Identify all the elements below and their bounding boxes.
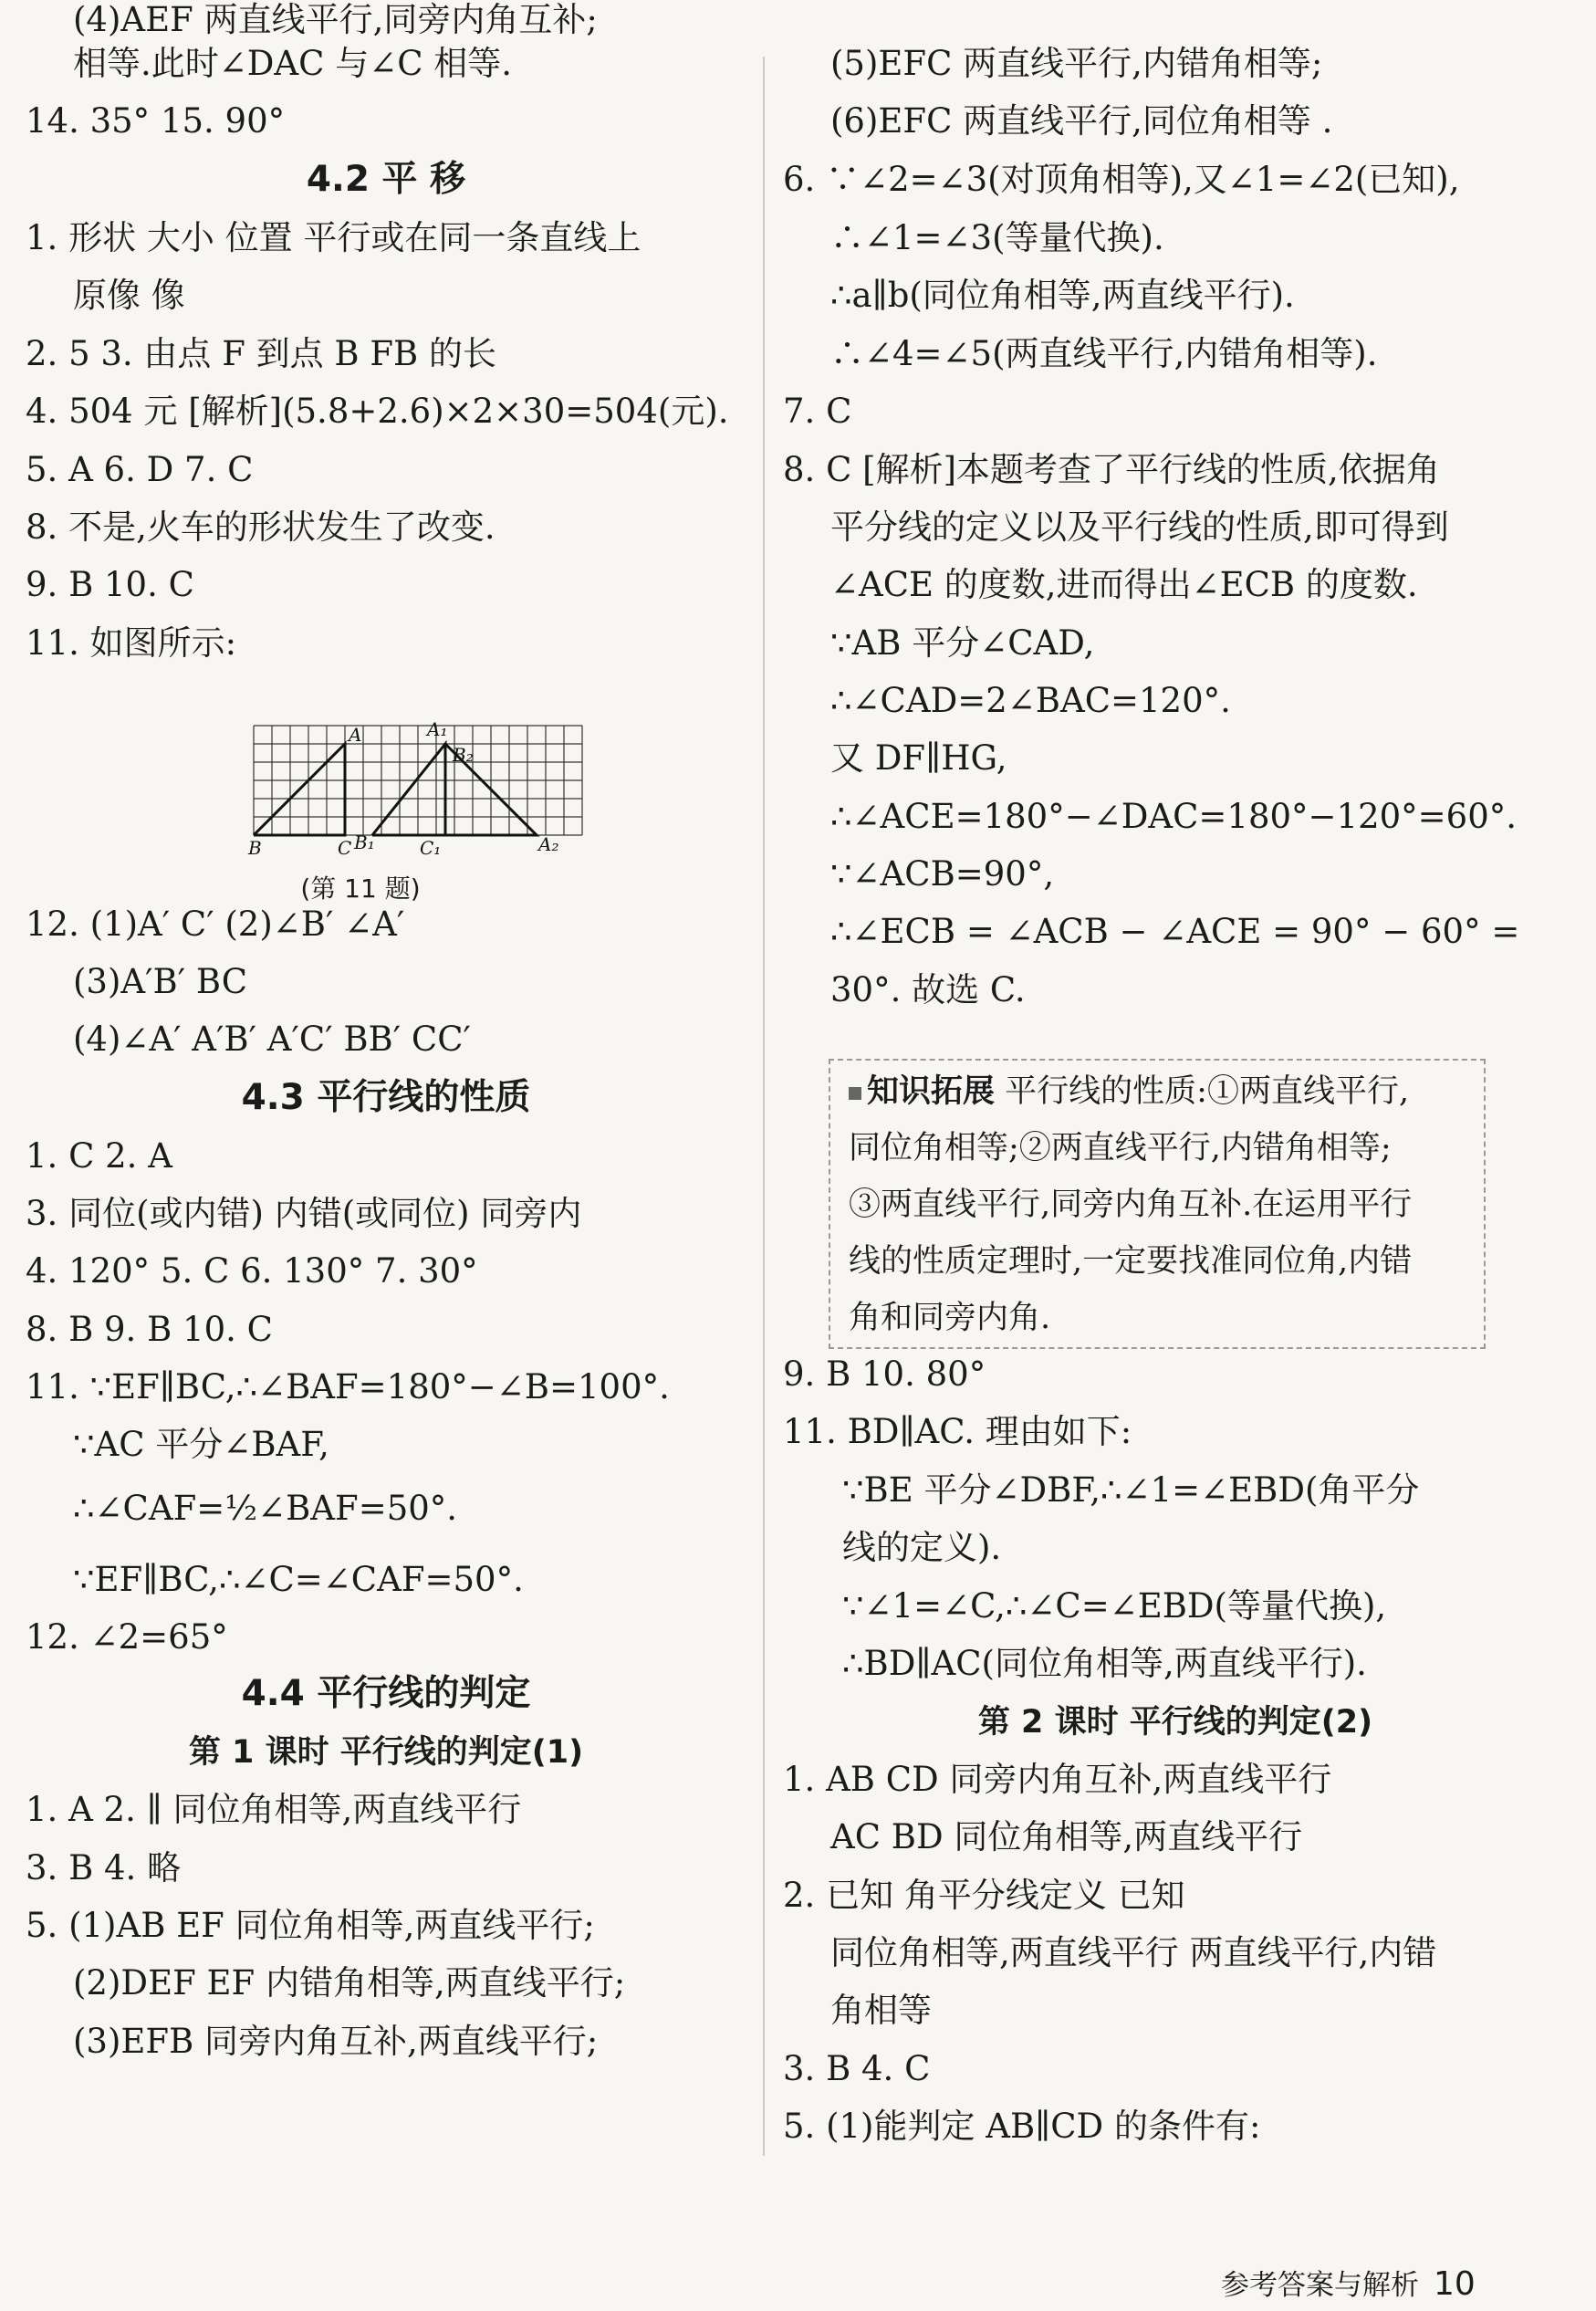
bookmark-icon [849,1087,861,1100]
box-line [849,1073,1409,1110]
answer-line: 线的定义). [842,1528,1002,1567]
answer-line: ∵∠ACB=90°, [830,854,1055,894]
page-number: 10 [1434,2265,1476,2303]
answer-line: (5)EFC 两直线平行,内错角相等; [830,44,1323,83]
answer-line: 1. 形状 大小 位置 平行或在同一条直线上 [26,218,642,257]
answer-line: ∵BE 平分∠DBF,∴∠1=∠EBD(角平分 [842,1470,1420,1510]
answer-line: 30°. 故选 C. [830,970,1026,1009]
answer-line: (6)EFC 两直线平行,同位角相等 . [830,101,1333,141]
answer-line: 8. 不是,火车的形状发生了改变. [26,507,495,547]
label-a1: A₁ [427,718,448,740]
label-b2: B₂ [453,744,474,766]
answer-line: ∠ACE 的度数,进而得出∠ECB 的度数. [830,565,1418,604]
answer-line: ∴∠1=∠3(等量代换). [830,218,1164,257]
figure-caption: (第 11 题) [300,873,421,904]
label-b1: B₁ [354,831,375,853]
section-heading: 4.3 平行线的性质 [241,1077,531,1118]
box-line: 同位角相等;②两直线平行,内错角相等; [849,1130,1392,1166]
section-heading: 4.4 平行线的判定 [241,1673,531,1714]
answer-line: 5. A 6. D 7. C [26,450,254,489]
answer-line: 6. ∵∠2=∠3(对顶角相等),又∠1=∠2(已知), [783,160,1460,199]
answer-line: 又 DF∥HG, [830,738,1007,778]
page-footer [1221,2262,1476,2303]
answer-line: ∴∠ACE=180°−∠DAC=180°−120°=60°. [830,797,1517,836]
answer-line: 3. B 4. 略 [26,1848,182,1887]
answer-line: 8. C [解析]本题考查了平行线的性质,依据角 [783,450,1440,489]
answer-line: 5. (1)AB EF 同位角相等,两直线平行; [26,1906,595,1945]
answer-line: 7. C [783,392,852,431]
answer-line: 相等.此时∠DAC 与∠C 相等. [73,44,513,83]
column-divider [763,57,765,2156]
answer-line: 角相等 [830,1991,932,2030]
triangle-abc [254,744,345,835]
answer-line: 5. (1)能判定 AB∥CD 的条件有: [783,2107,1261,2146]
answer-line: 11. 如图所示: [26,623,237,663]
grid-figure [246,714,593,860]
answer-line: ∵∠1=∠C,∴∠C=∠EBD(等量代换), [842,1586,1387,1626]
answer-line: ∴∠CAD=2∠BAC=120°. [830,681,1231,720]
answer-line: (4)∠A′ A′B′ A′C′ BB′ CC′ [73,1020,471,1059]
answer-line: 2. 已知 角平分线定义 已知 [783,1876,1185,1915]
answer-line: 12. (1)A′ C′ (2)∠B′ ∠A′ [26,905,405,944]
answer-line: 3. B 4. C [783,2049,931,2088]
answer-line: (4)AEF 两直线平行,同旁内角互补; [73,0,598,39]
answer-line: 3. 同位(或内错) 内错(或同位) 同旁内 [26,1194,582,1233]
knowledge-box [829,1059,1486,1349]
answer-line: 14. 35° 15. 90° [26,101,286,141]
answer-line: 4. 120° 5. C 6. 130° 7. 30° [26,1251,478,1291]
answer-line: (3)A′B′ BC [73,962,248,1001]
answer-line: 4. 504 元 [解析](5.8+2.6)×2×30=504(元). [26,392,729,431]
box-tag: 知识拓展 [867,1073,996,1110]
lesson-heading: 第 2 课时 平行线的判定(2) [977,1704,1373,1741]
answer-line: 2. 5 3. 由点 F 到点 B FB 的长 [26,334,496,373]
answer-line: 11. BD∥AC. 理由如下: [783,1412,1132,1451]
triangle-a1b1c1 [372,744,445,835]
lesson-heading: 第 1 课时 平行线的判定(1) [188,1734,584,1771]
box-line: ③两直线平行,同旁内角互补.在运用平行 [849,1187,1413,1223]
answer-line: ∴BD∥AC(同位角相等,两直线平行). [842,1644,1367,1683]
answer-line: ∴∠4=∠5(两直线平行,内错角相等). [830,334,1378,373]
footer-label: 参考答案与解析 [1221,2269,1419,2302]
answer-line: ∴a∥b(同位角相等,两直线平行). [830,276,1295,315]
answer-line: ∵AC 平分∠BAF, [73,1425,329,1464]
label-a: A [349,724,362,746]
answer-line: 1. AB CD 同旁内角互补,两直线平行 [783,1760,1332,1799]
answer-line: 原像 像 [73,276,185,315]
answer-line: 9. B 10. C [26,565,194,604]
label-c: C [338,837,352,859]
answer-line: ∴∠CAF=½∠BAF=50°. [73,1489,458,1528]
answer-line: ∵AB 平分∠CAD, [830,623,1095,663]
box-line: 角和同旁内角. [849,1300,1051,1336]
answer-line: ∵EF∥BC,∴∠C=∠CAF=50°. [73,1560,524,1599]
answer-line: AC BD 同位角相等,两直线平行 [830,1817,1303,1856]
label-b: B [248,837,262,859]
answer-line: (2)DEF EF 内错角相等,两直线平行; [73,1963,626,2003]
answer-line: 11. ∵EF∥BC,∴∠BAF=180°−∠B=100°. [26,1367,670,1406]
answer-line: 1. A 2. ∥ 同位角相等,两直线平行 [26,1790,522,1829]
answer-line: 9. B 10. 80° [783,1354,986,1394]
answer-line: ∴∠ECB = ∠ACB − ∠ACE = 90° − 60° = [830,912,1520,951]
answer-line: 平分线的定义以及平行线的性质,即可得到 [830,507,1449,547]
answer-line: 1. C 2. A [26,1136,172,1176]
section-heading: 4.2 平 移 [306,159,466,200]
label-a2: A₂ [538,833,559,855]
answer-line: 8. B 9. B 10. C [26,1310,273,1349]
box-line: 线的性质定理时,一定要找准同位角,内错 [849,1243,1413,1280]
answer-line: 同位角相等,两直线平行 两直线平行,内错 [830,1933,1437,1972]
answer-line: (3)EFB 同旁内角互补,两直线平行; [73,2022,599,2061]
answer-line: 12. ∠2=65° [26,1617,228,1657]
box-text: 平行线的性质:①两直线平行, [1005,1073,1410,1110]
label-c1: C₁ [420,837,442,859]
